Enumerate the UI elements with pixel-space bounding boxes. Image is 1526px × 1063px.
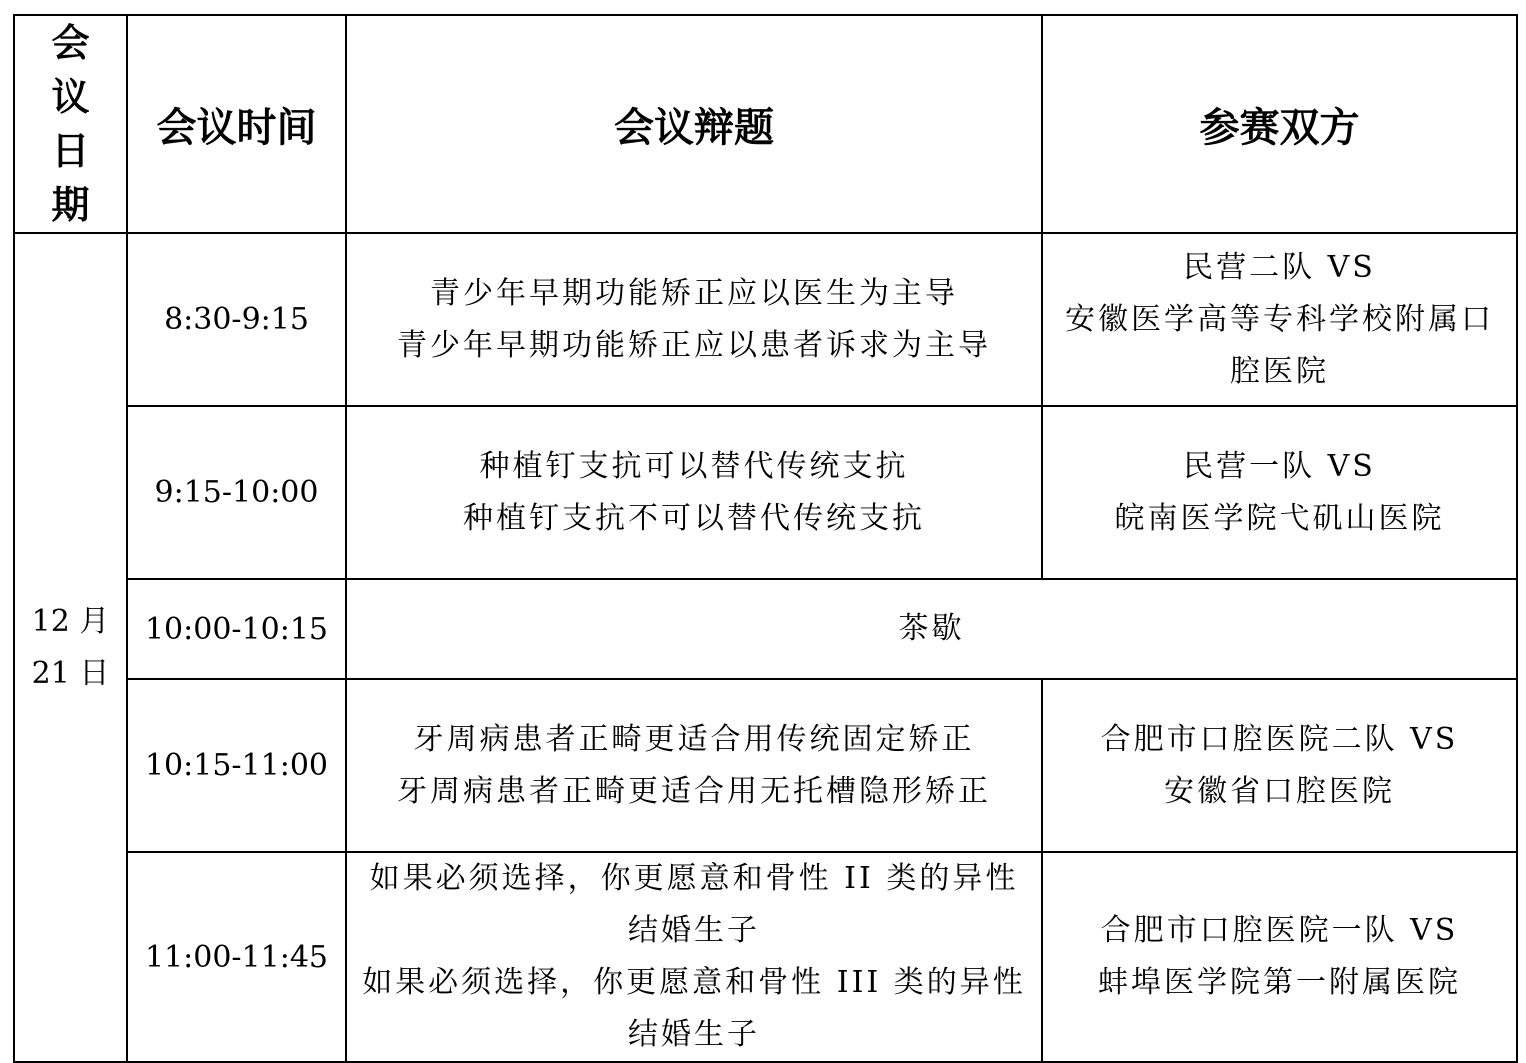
table-row (14, 679, 1517, 852)
teams-line: 合肥市口腔医院二队 VS (1100, 721, 1459, 757)
teams-cell (1042, 233, 1517, 406)
time-cell: 10:15-11:00 (127, 679, 346, 852)
header-date-char: 议 (51, 75, 90, 119)
topic-line: 结婚生子 (628, 1017, 760, 1052)
topic-line: 结婚生子 (628, 913, 760, 948)
topic-cell (346, 233, 1042, 406)
time-cell: 10:00-10:15 (127, 579, 346, 679)
time-cell: 9:15-10:00 (127, 406, 346, 579)
header-date-char: 期 (51, 183, 90, 227)
header-date (14, 15, 127, 233)
teams-cell (1042, 406, 1517, 579)
teams-cell (1042, 679, 1517, 852)
teams-cell (1042, 852, 1517, 1062)
teams-line: 民营一队 VS (1183, 448, 1376, 484)
topic-line: 种植钉支抗可以替代传统支抗 (479, 448, 909, 484)
header-date-char: 会 (51, 21, 90, 65)
header-teams: 参赛双方 (1042, 15, 1517, 233)
time-cell: 11:00-11:45 (127, 852, 346, 1062)
teams-line: 安徽省口腔医院 (1164, 773, 1395, 809)
topic-line: 牙周病患者正畸更适合用传统固定矫正 (413, 721, 975, 757)
date-cell (14, 233, 127, 1062)
header-row (14, 15, 1517, 233)
schedule-table (13, 14, 1518, 1063)
table-row (14, 406, 1517, 579)
topic-line: 如果必须选择，你更愿意和骨性 II 类的异性 (369, 861, 1019, 896)
teams-line: 蚌埠医学院第一附属医院 (1098, 965, 1461, 1000)
table-row (14, 852, 1517, 1062)
topic-line: 种植钉支抗不可以替代传统支抗 (463, 500, 925, 536)
header-time: 会议时间 (127, 15, 346, 233)
teams-line: 腔医院 (1230, 353, 1329, 389)
teams-line: 民营二队 VS (1183, 249, 1376, 285)
topic-cell (346, 679, 1042, 852)
table-row (14, 579, 1517, 679)
topic-line: 牙周病患者正畸更适合用无托槽隐形矫正 (397, 773, 991, 809)
header-date-char: 日 (51, 129, 90, 173)
topic-line: 青少年早期功能矫正应以患者诉求为主导 (397, 327, 991, 363)
topic-line: 如果必须选择，你更愿意和骨性 III 类的异性 (362, 965, 1026, 1000)
teams-line: 皖南医学院弋矶山医院 (1114, 500, 1445, 536)
time-cell: 8:30-9:15 (127, 233, 346, 406)
topic-cell (346, 852, 1042, 1062)
teams-line: 安徽医学高等专科学校附属口 (1065, 301, 1494, 337)
break-cell: 茶歇 (346, 579, 1517, 679)
date-month: 12 月 (31, 603, 110, 639)
topic-line: 青少年早期功能矫正应以医生为主导 (430, 275, 958, 311)
topic-cell (346, 406, 1042, 579)
header-topic: 会议辩题 (346, 15, 1042, 233)
table-row (14, 233, 1517, 406)
date-day: 21 日 (31, 655, 110, 691)
teams-line: 合肥市口腔医院一队 VS (1100, 913, 1459, 948)
